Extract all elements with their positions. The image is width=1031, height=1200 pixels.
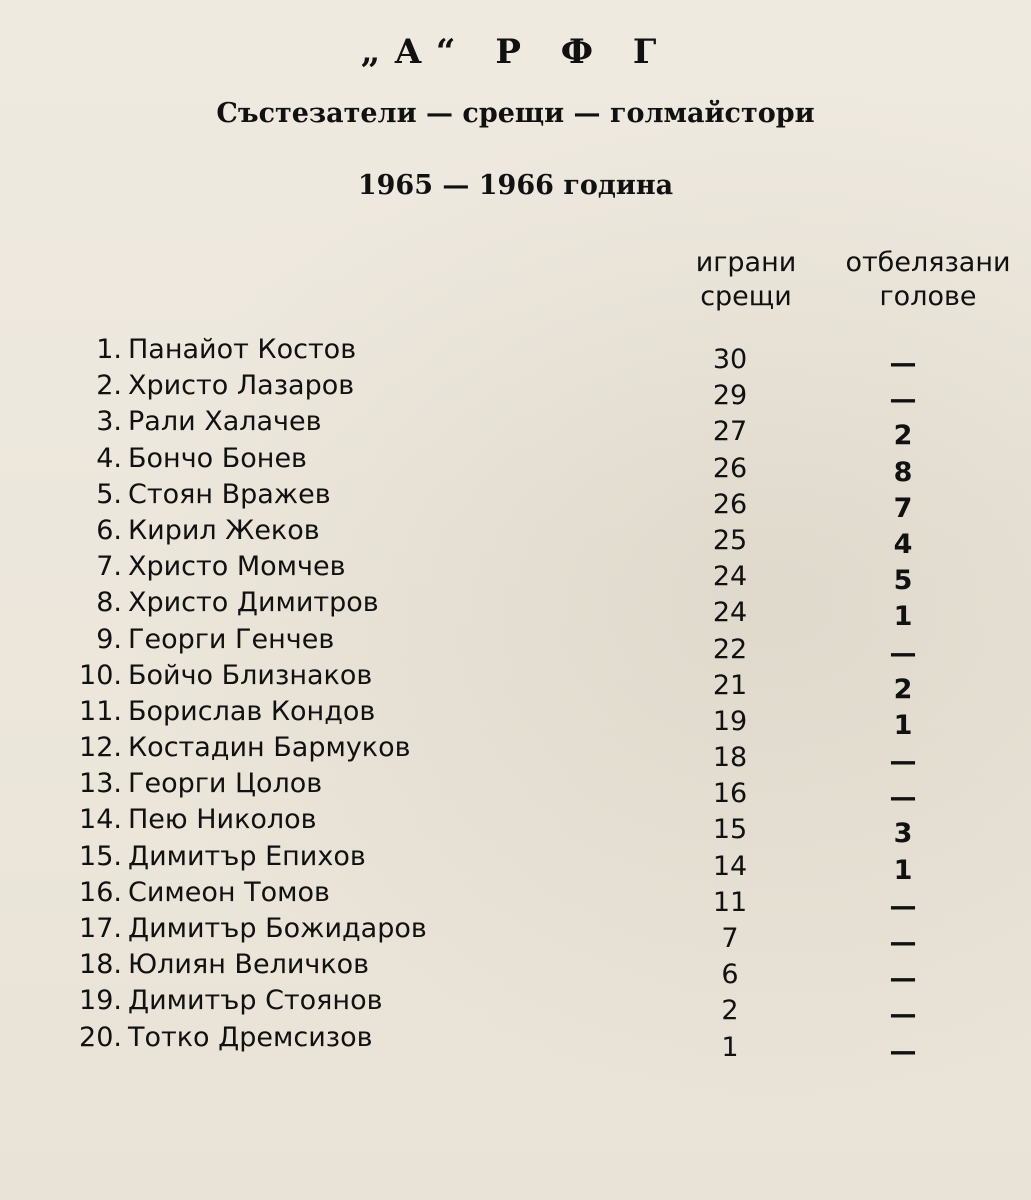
matches-played: 19 <box>712 705 748 737</box>
goals-scored: 3 <box>893 818 913 850</box>
player-name: Кирил Жеков <box>128 514 320 546</box>
goals-scored: 8 <box>893 456 913 488</box>
table-row <box>0 730 1031 778</box>
column-header-goals-line2: голове <box>879 281 977 312</box>
table-row <box>0 911 1031 958</box>
table-row <box>0 622 1031 669</box>
goals-scored: 4 <box>893 528 913 560</box>
matches-played: 27 <box>712 416 748 448</box>
matches-played: 26 <box>712 452 748 484</box>
goals-scored: — <box>889 999 917 1031</box>
table-row <box>0 368 1031 416</box>
row-number: 4. <box>96 442 122 474</box>
goals-scored: 1 <box>893 854 913 886</box>
column-header-goals-scored <box>828 246 1028 314</box>
matches-played: 16 <box>712 778 748 810</box>
matches-played: 29 <box>712 380 748 412</box>
table-row <box>0 477 1031 524</box>
row-number: 19. <box>79 985 122 1017</box>
row-number: 14. <box>79 804 122 836</box>
column-header-matches-played <box>676 246 816 314</box>
goals-scored: 5 <box>893 565 913 597</box>
player-name: Пею Николов <box>128 804 317 836</box>
goals-scored: 1 <box>893 601 913 633</box>
table-row <box>0 694 1031 741</box>
table-row <box>0 513 1031 560</box>
player-name: Христо Лазаров <box>128 370 355 402</box>
row-number: 17. <box>79 913 122 944</box>
page-title: „А“ Р Ф Г <box>360 32 671 72</box>
player-name: Георги Цолов <box>128 768 323 800</box>
player-name: Костадин Бармуков <box>128 732 411 764</box>
matches-played: 15 <box>712 814 748 846</box>
player-name: Тотко Дремсизов <box>128 1021 373 1053</box>
row-number: 6. <box>96 514 122 546</box>
goals-scored: — <box>889 782 917 814</box>
player-roster-table <box>0 332 1031 1067</box>
player-name: Георги Генчев <box>128 623 335 655</box>
table-row <box>0 658 1031 705</box>
player-name: Панайот Костов <box>128 334 357 365</box>
matches-played: 1 <box>721 1031 739 1063</box>
row-number: 10. <box>79 659 122 691</box>
matches-played: 24 <box>712 561 748 593</box>
table-row <box>0 875 1031 922</box>
table-row <box>0 332 1031 379</box>
table-row <box>0 1020 1031 1067</box>
row-number: 9. <box>96 623 122 655</box>
goals-scored: — <box>889 1035 917 1067</box>
table-row <box>0 404 1031 452</box>
row-number: 20. <box>79 1021 122 1053</box>
player-name: Симеон Томов <box>128 876 330 908</box>
row-number: 5. <box>96 478 122 510</box>
goals-scored: 1 <box>893 709 913 741</box>
table-row <box>0 802 1031 850</box>
player-name: Бойчо Близнаков <box>128 659 373 691</box>
table-row <box>0 549 1031 597</box>
season-heading: 1965 — 1966 година <box>357 170 674 201</box>
matches-played: 6 <box>721 959 739 991</box>
row-number: 2. <box>96 370 122 402</box>
goals-scored: — <box>889 963 917 995</box>
table-row <box>0 839 1031 886</box>
row-number: 8. <box>96 587 122 619</box>
column-header-matches-line1: играни <box>695 247 797 278</box>
table-row <box>0 766 1031 814</box>
goals-scored: — <box>889 890 917 922</box>
player-name: Христо Момчев <box>128 551 346 583</box>
row-number: 11. <box>79 695 122 727</box>
player-name: Стоян Вражев <box>128 478 331 510</box>
row-number: 3. <box>96 406 122 438</box>
column-header-goals-line1: отбелязани <box>845 247 1011 278</box>
player-name: Димитър Епихов <box>128 840 366 872</box>
goals-scored: 2 <box>893 420 913 452</box>
matches-played: 22 <box>712 633 748 665</box>
goals-scored: — <box>889 637 917 669</box>
matches-played: 30 <box>712 344 748 375</box>
row-number: 7. <box>96 551 122 583</box>
matches-played: 14 <box>712 850 748 882</box>
matches-played: 26 <box>712 488 748 520</box>
table-row <box>0 585 1031 633</box>
row-number: 1. <box>96 334 122 365</box>
goals-scored: 7 <box>893 492 913 524</box>
page-subtitle: Състезатели — срещи — голмайстори <box>216 98 815 129</box>
player-name: Рали Халачев <box>128 406 322 438</box>
matches-played: 11 <box>712 886 748 918</box>
column-header-matches-line2: срещи <box>700 281 792 312</box>
player-name: Юлиян Величков <box>128 949 370 981</box>
player-name: Христо Димитров <box>128 587 379 619</box>
matches-played: 7 <box>721 923 739 954</box>
matches-played: 24 <box>712 597 748 629</box>
table-row <box>0 947 1031 995</box>
goals-scored: 2 <box>893 673 913 705</box>
matches-played: 18 <box>712 742 748 774</box>
player-name: Димитър Божидаров <box>128 913 427 944</box>
player-name: Борислав Кондов <box>128 695 376 727</box>
goals-scored: — <box>889 384 917 416</box>
row-number: 18. <box>79 949 122 981</box>
goals-scored: — <box>889 927 917 958</box>
row-number: 13. <box>79 768 122 800</box>
table-row <box>0 983 1031 1031</box>
matches-played: 25 <box>712 524 748 556</box>
row-number: 12. <box>79 732 122 764</box>
goals-scored: — <box>889 348 917 379</box>
player-name: Димитър Стоянов <box>128 985 383 1017</box>
matches-played: 21 <box>712 669 748 701</box>
matches-played: 2 <box>721 995 739 1027</box>
goals-scored: — <box>889 746 917 778</box>
row-number: 16. <box>79 876 122 908</box>
player-name: Бончо Бонев <box>128 442 307 474</box>
table-row <box>0 441 1031 488</box>
row-number: 15. <box>79 840 122 872</box>
